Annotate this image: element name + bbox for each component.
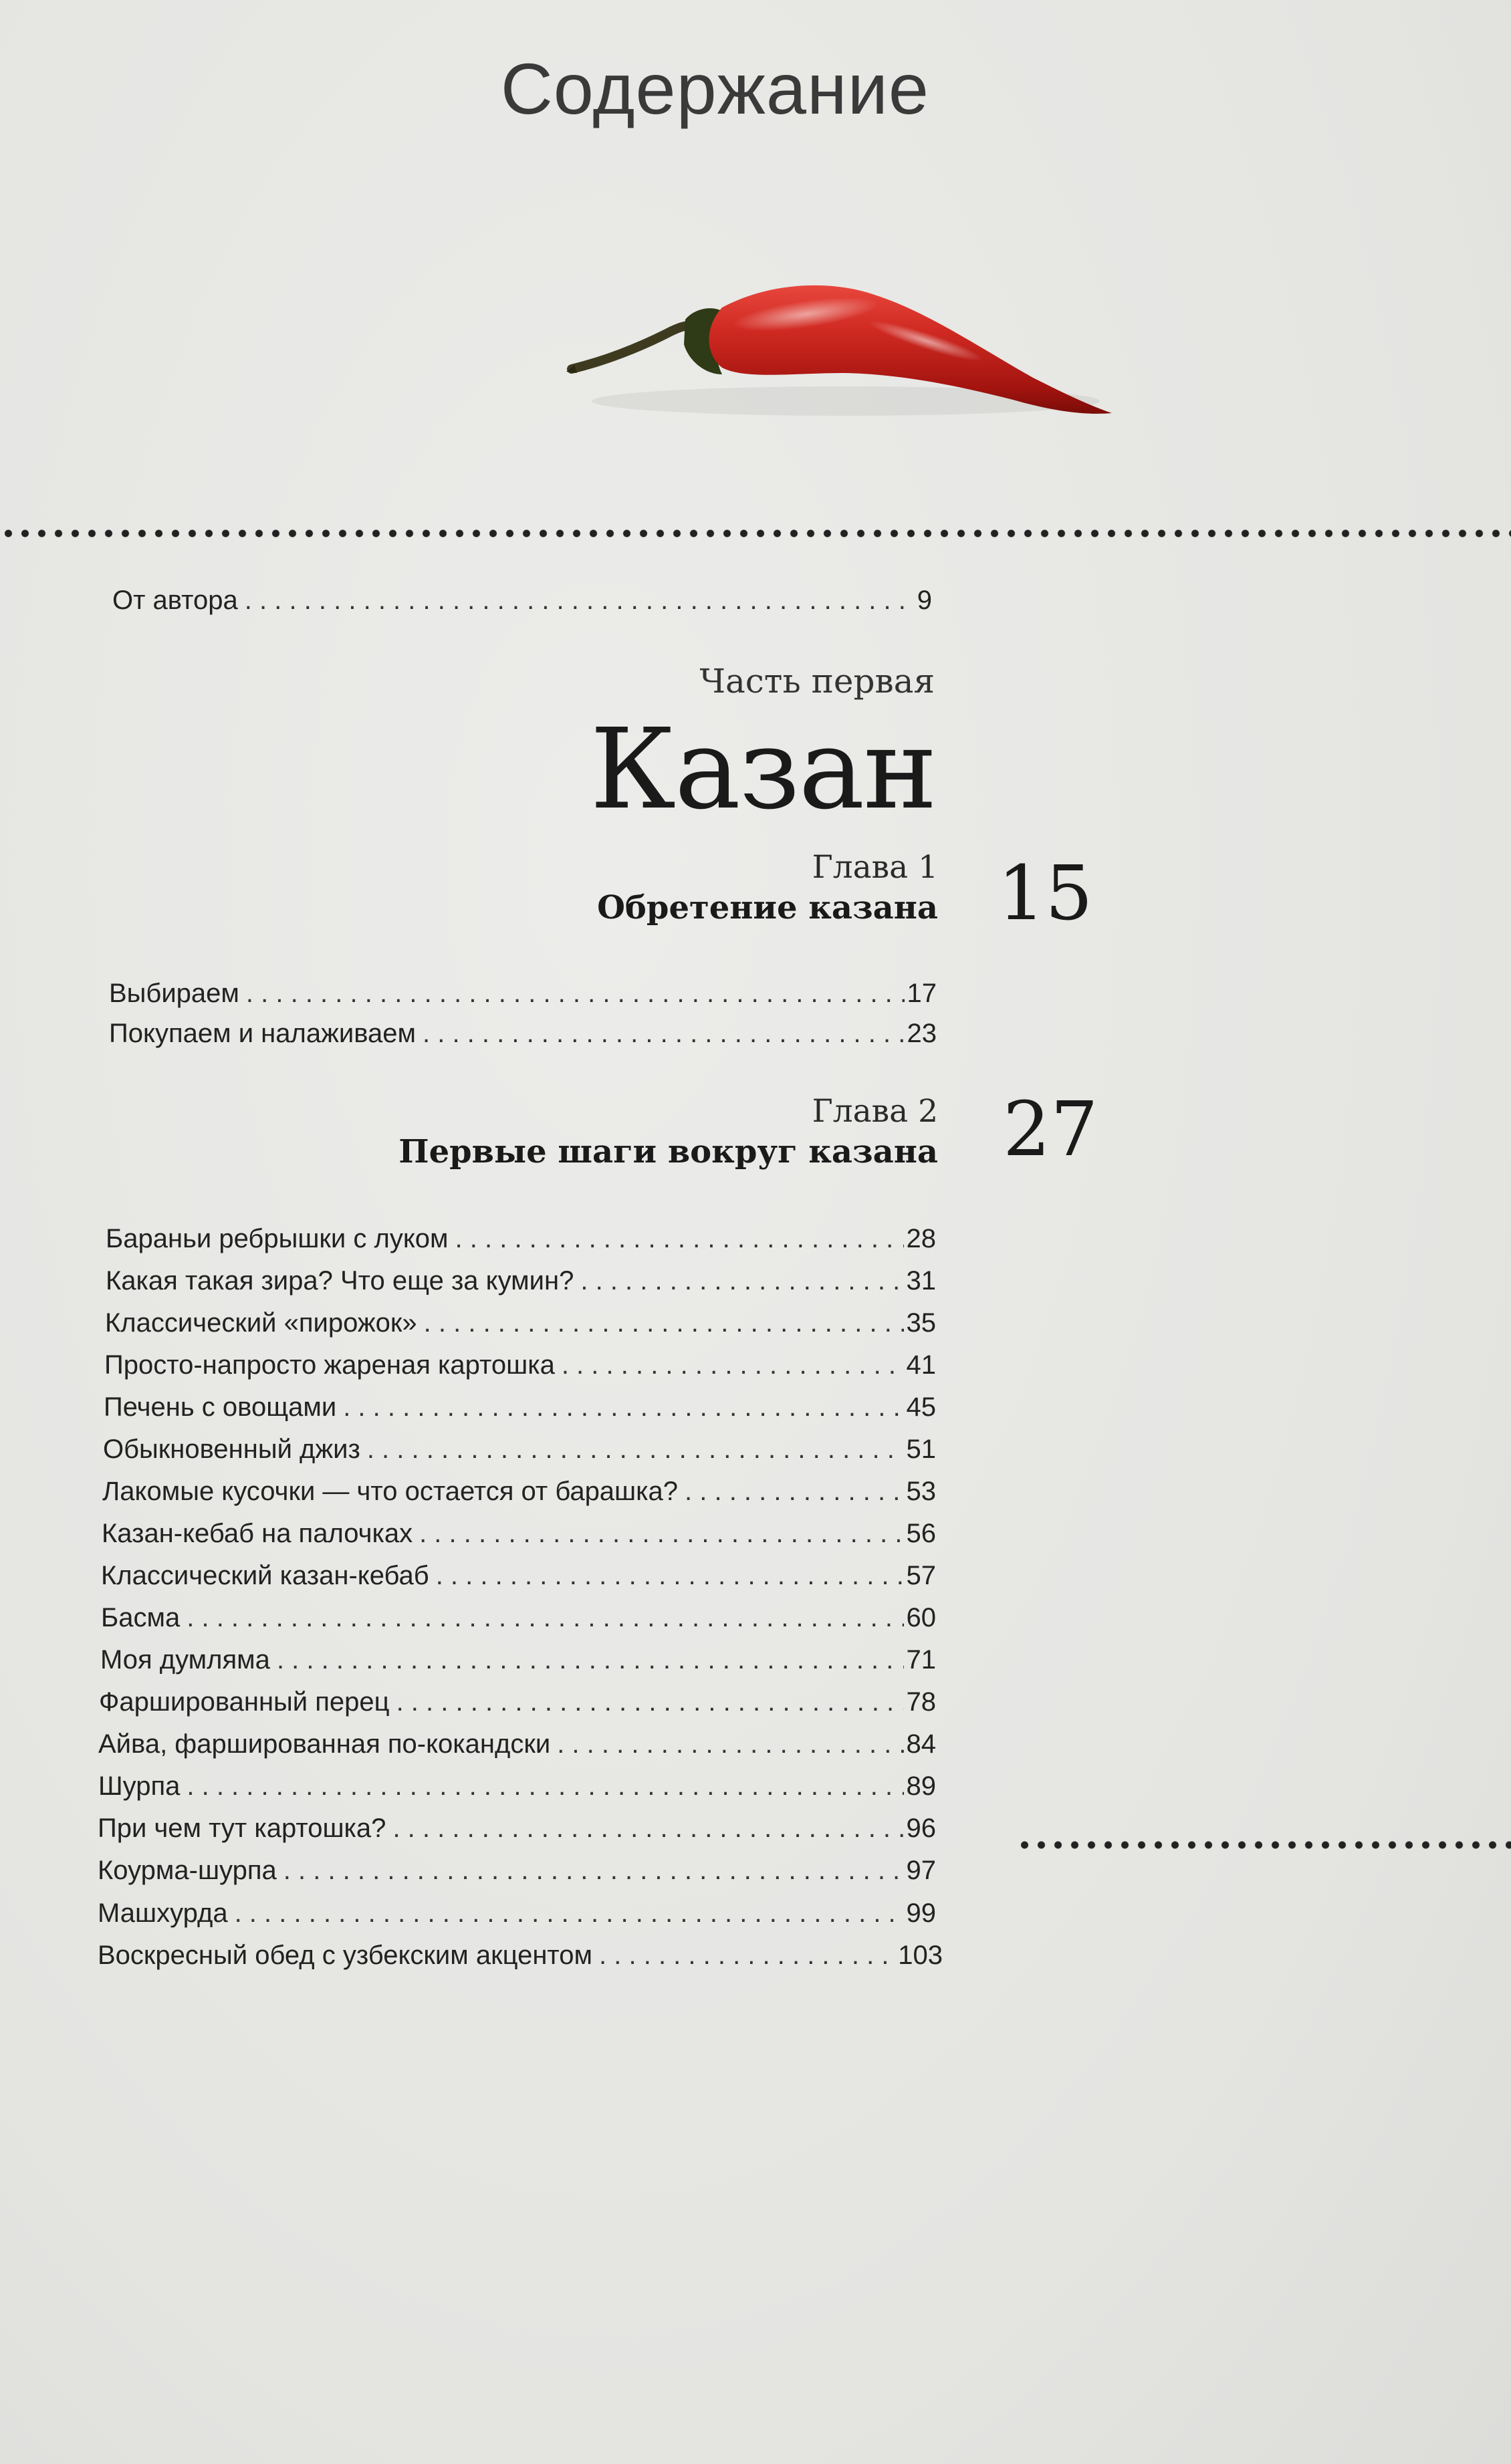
toc-entry[interactable]: [101, 1599, 936, 1636]
dot-leader: [339, 1388, 903, 1426]
chapter-2-page: 27: [1003, 1086, 1098, 1173]
part-label: Часть первая: [699, 662, 935, 701]
dot-leader: [273, 1641, 904, 1679]
dot-leader: [420, 1304, 904, 1342]
toc-entry[interactable]: [105, 1304, 936, 1342]
dot-leader: [392, 1683, 904, 1721]
entry-page: 96: [906, 1814, 936, 1843]
dot-leader: [451, 1220, 904, 1257]
entry-page: 60: [906, 1603, 936, 1632]
entry-page: 56: [906, 1519, 936, 1548]
entry-page: 41: [906, 1350, 936, 1380]
toc-entry[interactable]: [102, 1515, 936, 1552]
entry-page: 31: [906, 1266, 936, 1296]
dotted-divider: [0, 528, 1511, 539]
toc-entry[interactable]: [98, 1725, 936, 1763]
entry-title: Покупаем и налаживаем: [109, 1019, 416, 1048]
entry-title: Коурма-шурпа: [98, 1856, 277, 1885]
chapter-1-title: Обретение казана: [597, 889, 938, 927]
dot-leader: [553, 1725, 903, 1763]
dot-leader: [279, 1852, 904, 1889]
entry-title: Басма: [101, 1603, 181, 1632]
entry-title: Айва, фаршированная по-кокандски: [98, 1729, 551, 1759]
entry-title: Моя думляма: [100, 1645, 270, 1675]
chapter-2-title: Первые шаги вокруг казана: [398, 1133, 938, 1171]
entry-title: Какая такая зира? Что еще за кумин?: [106, 1266, 574, 1296]
entry-page: 99: [906, 1898, 936, 1928]
entry-title: Лакомые кусочки — что остается от барашка?: [102, 1477, 679, 1506]
toc-entry[interactable]: [103, 1431, 936, 1468]
dot-leader: [558, 1346, 904, 1384]
entry-page: 51: [906, 1435, 936, 1464]
entry-title: Шурпа: [98, 1771, 181, 1801]
entry-title: Фаршированный перец: [99, 1687, 390, 1717]
page-title: Содержание: [500, 48, 929, 129]
chapter-1-page: 15: [998, 850, 1093, 937]
toc-entry[interactable]: [98, 1894, 936, 1932]
entry-title: Просто-напросто жареная картошка: [104, 1350, 555, 1380]
toc-entry[interactable]: [109, 975, 937, 1012]
chili-pepper-image: [552, 267, 1127, 441]
entry-title: Воскресный обед с узбекским акцентом: [98, 1941, 593, 1970]
toc-entry[interactable]: [98, 1810, 936, 1847]
dot-leader: [231, 1894, 904, 1932]
dot-leader: [183, 1767, 903, 1805]
entry-title: Выбираем: [109, 979, 239, 1008]
toc-entry[interactable]: [100, 1641, 936, 1679]
entry-title: Обыкновенный джиз: [103, 1435, 360, 1464]
dot-leader: [363, 1431, 904, 1468]
entry-title: При чем тут картошка?: [98, 1814, 386, 1843]
entry-title: От автора: [112, 586, 238, 615]
entry-page: 35: [906, 1308, 936, 1338]
dot-leader: [183, 1599, 903, 1636]
dotted-divider-right: [1016, 1840, 1511, 1850]
entry-title: Бараньи ребрышки с луком: [106, 1224, 449, 1253]
entry-page: 45: [906, 1392, 936, 1422]
entry-title: Машхурда: [98, 1898, 228, 1928]
entry-page: 97: [906, 1856, 936, 1885]
entry-page: 53: [906, 1477, 936, 1506]
entry-page: 23: [907, 1019, 937, 1048]
dot-leader: [419, 1015, 905, 1052]
chapter-1-label: Глава 1: [812, 849, 938, 886]
part-title: Казан: [590, 705, 936, 834]
entry-page: 28: [906, 1224, 936, 1253]
chapter-2-label: Глава 2: [812, 1093, 938, 1130]
toc-entry[interactable]: [99, 1683, 936, 1721]
toc-entry[interactable]: [101, 1557, 936, 1594]
dot-leader: [388, 1810, 903, 1847]
toc-entry[interactable]: [106, 1220, 936, 1257]
entry-page: 89: [906, 1771, 936, 1801]
dot-leader: [595, 1937, 895, 1974]
dot-leader: [432, 1557, 904, 1594]
dot-leader: [415, 1515, 903, 1552]
entry-page: 84: [906, 1729, 936, 1759]
toc-entry[interactable]: [104, 1346, 936, 1384]
entry-title: Классический казан-кебаб: [101, 1561, 429, 1590]
entry-title: Классический «пирожок»: [105, 1308, 417, 1338]
toc-entry[interactable]: [104, 1388, 936, 1426]
entry-page: 71: [906, 1645, 936, 1675]
dot-leader: [576, 1262, 903, 1300]
toc-entry[interactable]: [102, 1473, 936, 1510]
toc-entry[interactable]: [106, 1262, 936, 1300]
toc-entry-intro[interactable]: [112, 582, 932, 619]
dot-leader: [241, 582, 915, 619]
toc-entry[interactable]: [98, 1937, 943, 1974]
entry-title: Казан-кебаб на палочках: [102, 1519, 413, 1548]
dot-leader: [681, 1473, 903, 1510]
entry-page: 103: [898, 1941, 943, 1970]
entry-page: 9: [917, 586, 932, 615]
toc-entry[interactable]: [98, 1767, 936, 1805]
dot-leader: [242, 975, 905, 1012]
entry-title: Печень с овощами: [104, 1392, 337, 1422]
entry-page: 17: [907, 979, 937, 1008]
entry-page: 57: [906, 1561, 936, 1590]
entry-page: 78: [906, 1687, 936, 1717]
toc-entry[interactable]: [109, 1015, 937, 1052]
toc-entry[interactable]: [98, 1852, 936, 1889]
